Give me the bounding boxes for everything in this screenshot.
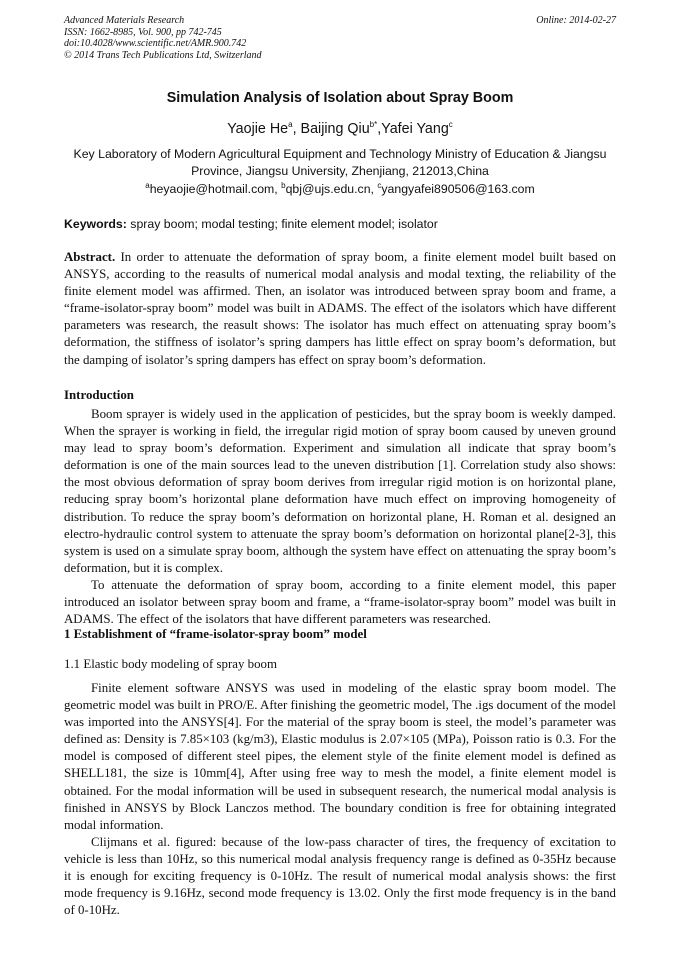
paragraph: Boom sprayer is widely used in the application of pesticides, but the spray boom is weekly damped. When the sprayer is working in field, the irregular rigid motion of spray boom caused by uneven ground may lead to spray boom’s deformation. Experiment and simulation all indicate that spray boom’s deformation is one of the main sources lead to the uneven distribution [1]. Correlation study also shows: the most obvious deformation of spray boom derives from irregular rigid motion is on horizontal plane, reducing spray boom’s horizontal plane deformation have much effect on improving homogeneity of distribution. To reduce the spray boom’s deformation on horizontal plane, H. Roman et al. designed an electro-hydraulic control system to attenuate the spray boom’s deformation on horizontal plane[2-3], this system is used on a simulate spray boom, although the system have effect on attenuating the spray boom’s deformation, but it is complex.	[64, 407, 616, 575]
paper-title: Simulation Analysis of Isolation about Spray Boom	[166, 90, 514, 106]
email-address: yangyafei890506@163.com	[381, 182, 535, 196]
abstract	[64, 249, 616, 369]
paragraph: Clijmans et al. figured: because of the low-pass character of tires, the frequency of excitation to vehicle is less than 10Hz, so this numerical modal analysis frequency range is defined as 0-35Hz because it is enough for exciting frequency is 0-10Hz. The result of numerical modal analysis shows: the first mode frequency is 9.16Hz, second mode frequency is 13.02. Only the first mode frequency is in the band of 0-10Hz.	[64, 834, 616, 918]
affiliation: Key Laboratory of Modern Agricultural Equipment and Technology Ministry of Education & Jiangsu Province, Jiangsu University, Zhenjiang, 212013,China	[73, 147, 607, 178]
abstract-label: Abstract.	[64, 250, 116, 264]
paragraph: Finite element software ANSYS was used in modeling of the elastic spray boom model. The geometric model was built in PRO/E. After finishing the geometric model, The .igs document of the model was imported into the ANSYS[4]. For the material of the spray boom is steel, the model’s parameter was defined as: Density is 7.85×103 (kg/m3), Elastic modulus is 2.07×105 (MPa), Poisson ratio is 0.3. For the model is composed of different steel pipes, the element style of the finite element model is defined as SHELL181, the size is 10mm[4], After using free way to mesh the model, a finite element model is obtained. For the modal information will be used in subsequent research, the numerical modal analysis is finished in ANSYS by Block Lanczos method. The boundary condition is free for obtaining integrated modal information.	[64, 681, 616, 832]
introduction-heading: Introduction	[64, 388, 134, 402]
section-1-1-heading: 1.1 Elastic body modeling of spray boom	[64, 657, 278, 671]
journal-name: Advanced Materials Research	[64, 15, 185, 26]
paragraph: To attenuate the deformation of spray boom, according to a finite element model, this paper introduced an isolator between spray boom and frame, a “frame-isolator-spray boom” model was built in ADAMS. The effect of the isolators that have different parameters was researched.	[64, 577, 616, 627]
abstract-text: In order to attenuate the deformation of spray boom, a finite element model built based on ANSYS, according to the reasults of numerical modal analysis and modal texting, the reliability of the finite element model was affirmed. Then, an isolator was introduced between spray boom and frame, a “frame-isolator-spray boom” model was built in ADAMS. The effect of the isolators which have different parameters was research, the reasult shows: The isolator has much effect on attenuating spray boom’s deformation, the stiffness of isolator’s spring dampers has little effect on spray boom’s deformation, but the damping of isolator’s spring dampers has effect on spray boom’s deformation.	[64, 250, 616, 367]
author-separator: ,	[377, 121, 382, 137]
introduction-body	[64, 406, 616, 628]
author-list	[64, 120, 616, 138]
journal-info	[64, 15, 616, 61]
author-affil-mark: a	[288, 120, 293, 130]
email-separator: ,	[274, 182, 282, 196]
journal-doi: doi:10.4028/www.scientific.net/AMR.900.742	[64, 38, 247, 49]
author-separator: ,	[292, 121, 301, 137]
keywords-text: spray boom; modal testing; finite element model; isolator	[126, 217, 438, 231]
author-name: Yaojie He	[227, 121, 289, 137]
journal-issn: ISSN: 1662-8985, Vol. 900, pp 742-745	[64, 26, 222, 38]
author-name: Yafei Yang	[381, 121, 449, 137]
author-affil-mark: c	[448, 120, 453, 130]
section-1-heading: 1 Establishment of “frame-isolator-spray boom” model	[64, 627, 367, 641]
email-affil-mark: a	[145, 180, 150, 190]
keywords-label: Keywords:	[64, 217, 127, 231]
online-date: Online: 2014-02-27	[536, 15, 616, 26]
author-emails	[64, 181, 616, 197]
email-address: qbj@ujs.edu.cn	[285, 182, 371, 196]
keywords	[64, 216, 616, 233]
section-1-1-body	[64, 680, 616, 919]
email-separator: ,	[370, 182, 378, 196]
email-affil-mark: b	[281, 180, 286, 190]
author-affil-mark: b*	[369, 120, 378, 130]
author-name: Baijing Qiu	[300, 121, 370, 137]
journal-header	[64, 15, 616, 61]
journal-copyright: © 2014 Trans Tech Publications Ltd, Switzerland	[64, 49, 262, 61]
email-address: heyaojie@hotmail.com	[149, 182, 275, 196]
email-affil-mark: c	[377, 180, 382, 190]
